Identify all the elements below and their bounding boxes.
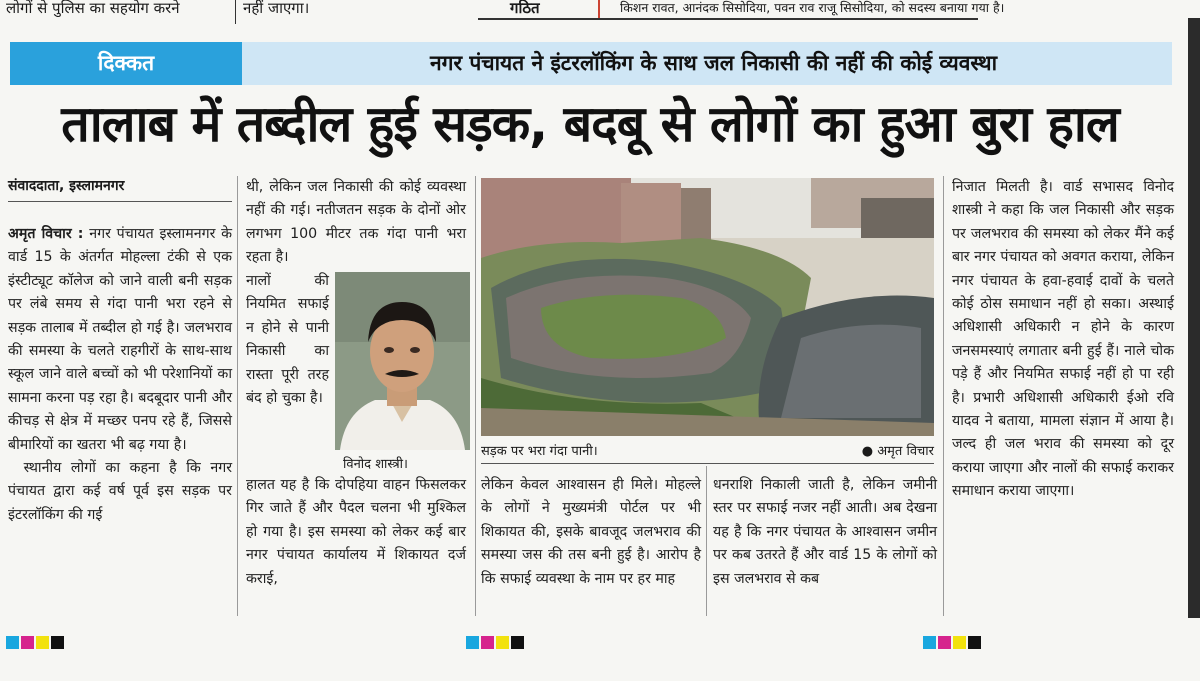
registration-mark-black [511,636,524,649]
photo-caption-row [481,441,934,464]
man-portrait-image [335,272,470,450]
article-column-3: लेकिन केवल आश्वासन ही मिले। मोहल्ले के लोगों ने मुख्यमंत्री पोर्टल पर भी शिकायत की, इसके बावजूद जलभराव की समस्या जस की तस बनी हुई है। आरोप है कि सफाई व्यवस्था के नाम पर हर माह [481,477,701,587]
column-rule [237,176,238,616]
article-column-5: निजात मिलती है। वार्ड सभासद विनोद शास्त्री ने कहा कि जल निकासी और सड़क पर जलभराव की समस्या को लेकर मैंने कई बार नगर पंचायत को अवगत कराया, लेकिन नगर पंचायत के हवा-हवाई दावों के चलते कोई ठोस समाधान नहीं हो सका। अस्थाई अधिशासी अधिकारी न होने के कारण जनसमस्याएं लगातार बनी हुई हैं। नाले चोक पड़े हैं और नियमित सफाई नहीं हो पा रही है। प्रभारी अधिशासी अधिकारी ईओ रवि यादव ने बताया, मामला संज्ञान में आया है। जल्द ही जल भराव की समस्या को दूर कराया जाएगा और नालों की सफाई कराकर समाधान कराया जाएगा। [952,179,1174,500]
article-column-2-bottom: हालत यह है कि दोपहिया वाहन फिसलकर गिर जाते हैं और पैदल चलना भी मुश्किल हो गया है। इस समस्या को लेकर कई बार नगर पंचायत कार्यालय में शिकायत दर्ज कराई, [246,477,466,587]
portrait-photo [335,272,470,450]
registration-mark-black [51,636,64,649]
paragraph: नगर पंचायत इस्लामनगर के वार्ड 15 के अंतर्गत मोहल्ला टंकी से एक इंस्टीट्यूट कॉलेज को जाने वाली बनी सड़क पर लंबे समय से गंदा पानी भरा रहने से सड़क तालाब में तब्दील हो गई है। जलभराव की समस्या के चलते राहगीरों के साथ-साथ स्कूल जाने वाले बच्चों को भी परेशानियों का सामना करना पड़ रहा है। बदबूदार पानी और कीचड़ से क्षेत्र में मच्छर पनप रहे हैं, जिससे बीमारियों का खतरा भी बढ़ गया है। [8,226,233,453]
top-strip [0,0,1200,30]
top-strip-mid-text: नहीं जाएगा। [243,0,310,17]
top-strip-label: गठित [510,0,540,17]
registration-mark-cyan [6,636,19,649]
portrait-caption: विनोद शास्त्री। [343,457,408,472]
photo-credit: ● अमृत विचार [861,444,934,459]
registration-mark-cyan [466,636,479,649]
waterlogged-road-photo [481,178,934,436]
column-rule [706,466,707,616]
registration-mark-cyan [923,636,936,649]
registration-mark-magenta [481,636,494,649]
kicker-label: दिक्कत [10,42,242,85]
subheadline: नगर पंचायत ने इंटरलॉकिंग के साथ जल निकासी की नहीं की कोई व्यवस्था [429,51,998,75]
top-strip-left-text: लोगों से पुलिस का सहयोग करने [6,0,180,17]
column-rule [943,176,944,616]
page-edge-shadow [1188,18,1200,618]
accent-bar [598,0,600,18]
article-column-4: धनराशि निकाली जाती है, लेकिन जमीनी स्तर पर सफाई नजर नहीं आती। अब देखना यह है कि नगर पंचायत के आश्वासन जमीन पर कब उतरते हैं और वार्ड 15 के लोगों को इस जलभराव से कब [713,477,937,587]
registration-mark-yellow [496,636,509,649]
photo-caption: सड़क पर भरा गंदा पानी। [481,444,598,459]
column-rule [475,176,476,616]
registration-mark-yellow [36,636,49,649]
registration-mark-magenta [938,636,951,649]
registration-mark-yellow [953,636,966,649]
article-column-2-narrow: नालों की नियमित सफाई न होने से पानी निकासी का रास्ता पूरी तरह बंद हो चुका है। [246,273,329,407]
lead-credit: अमृत विचार : [8,226,84,242]
top-strip-right-text: किशन रावत, आनंदक सिसोदिया, पवन राव राजू सिसोदिया, को सदस्य बनाया गया है। [620,0,1005,15]
article-column-1 [8,223,232,527]
flooded-street-image [481,178,934,436]
article-column-2-top: थी, लेकिन जल निकासी की कोई व्यवस्था नहीं की गई। नतीजतन सड़क के दोनों ओर लगभग 100 मीटर तक गंदा पानी भरा रहता है। [246,179,466,266]
section-rule [478,18,978,20]
dateline: संवाददाता, इस्लामनगर [8,176,232,202]
column-rule [235,0,236,24]
registration-mark-magenta [21,636,34,649]
headline: तालाब में तब्दील हुई सड़क, बदबू से लोगों का हुआ बुरा हाल [61,95,1119,153]
registration-mark-black [968,636,981,649]
paragraph: स्थानीय लोगों का कहना है कि नगर पंचायत द्वारा कई वर्ष पूर्व इस सड़क पर इंटरलॉकिंग की गई [8,460,232,523]
